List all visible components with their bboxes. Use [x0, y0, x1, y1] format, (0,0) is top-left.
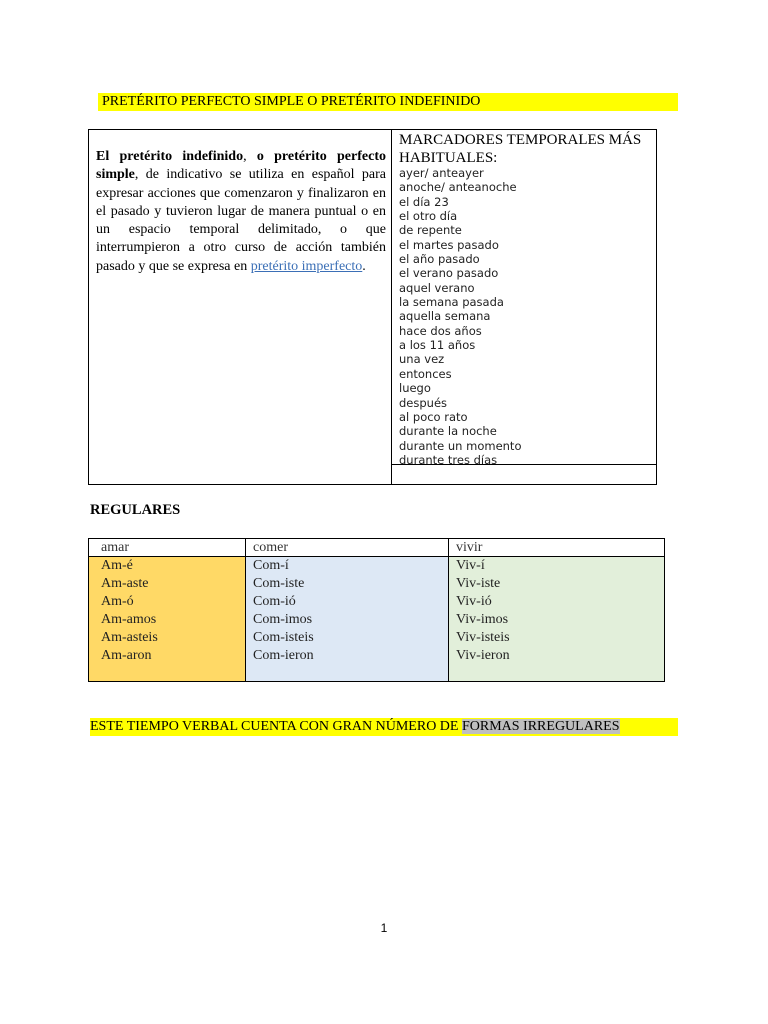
- conjugation-form: Viv-imos: [456, 612, 509, 627]
- conjugation-form: Am-aste: [101, 576, 149, 591]
- conjugation-form: Com-isteis: [253, 630, 314, 645]
- definition-body: , de indicativo se utiliza en español para expresar acciones que comenzaron y finalizaron en el pasado y tuvieron lugar de manera puntual o en un espacio temporal delimitado, o que interrumpieron a otro curso de acción también pasado y que se expresa en: [96, 167, 386, 274]
- conjugation-table: [88, 538, 665, 682]
- regulares-heading: REGULARES: [90, 502, 181, 518]
- markers-heading: MARCADORES TEMPORALES MÁS HABITUALES:: [399, 132, 642, 166]
- marker-item: el martes pasado: [399, 237, 499, 252]
- marker-item: el día 23: [399, 194, 449, 209]
- conjugation-form: Viv-í: [456, 558, 485, 573]
- definition-table: [88, 129, 657, 485]
- markers-list: [399, 166, 521, 467]
- conjugation-form: Am-ó: [101, 594, 134, 609]
- page-number: 1: [380, 921, 388, 935]
- marker-item: el año pasado: [399, 252, 480, 267]
- conjugation-form: Viv-ió: [456, 594, 492, 609]
- column-header-comer: comer: [246, 539, 448, 557]
- marker-item: al poco rato: [399, 409, 468, 424]
- marker-item: entonces: [399, 366, 452, 381]
- marker-item: una vez: [399, 352, 445, 367]
- marker-item: el verano pasado: [399, 266, 499, 281]
- column-header-amar: amar: [89, 539, 245, 557]
- marker-item: de repente: [399, 223, 462, 238]
- vivir-column: [449, 539, 664, 681]
- definition-cell: [89, 130, 392, 484]
- conjugation-form: Com-í: [253, 558, 289, 573]
- marker-item: aquella semana: [399, 309, 491, 324]
- conjugation-form: Am-é: [101, 558, 133, 573]
- marker-item: luego: [399, 381, 431, 396]
- marker-item: hace dos años: [399, 323, 482, 338]
- marker-item: a los 11 años: [399, 338, 476, 353]
- comer-forms: [246, 557, 448, 681]
- conjugation-form: Am-aron: [101, 648, 152, 663]
- column-header-vivir: vivir: [449, 539, 664, 557]
- marker-item: anoche/ anteanoche: [399, 180, 517, 195]
- note-text: ESTE TIEMPO VERBAL CUENTA CON GRAN NÚMERO DE: [90, 719, 462, 734]
- definition-separator: ,: [243, 149, 257, 164]
- conjugation-form: Com-ió: [253, 594, 296, 609]
- amar-forms: [89, 557, 245, 681]
- marker-item: el otro día: [399, 209, 458, 224]
- conjugation-form: Viv-iste: [456, 576, 501, 591]
- vivir-forms: [449, 557, 664, 681]
- term-perfecto-simple: o pretérito perfecto simple: [96, 149, 386, 183]
- term-indefinido: El pretérito indefinido: [96, 149, 244, 164]
- markers-cell: [392, 130, 656, 465]
- page-title: PRETÉRITO PERFECTO SIMPLE O PRETÉRITO INDEFINIDO: [98, 93, 678, 111]
- conjugation-form: Com-ieron: [253, 648, 314, 663]
- marker-item: durante un momento: [399, 438, 522, 453]
- conjugation-form: Com-imos: [253, 612, 313, 627]
- amar-column: [89, 539, 246, 681]
- note-highlight: FORMAS IRREGULARES: [461, 719, 620, 734]
- conjugation-form: Viv-isteis: [456, 630, 510, 645]
- conjugation-form: Am-amos: [101, 612, 157, 627]
- comer-column: [246, 539, 449, 681]
- marker-item: la semana pasada: [399, 295, 504, 310]
- marker-item: ayer/ anteayer: [399, 166, 484, 180]
- definition-text: [96, 148, 386, 276]
- conjugation-form: Com-iste: [253, 576, 305, 591]
- irregular-forms-note: [90, 718, 678, 736]
- marker-item: durante tres días: [399, 452, 498, 467]
- marker-item: durante la noche: [399, 424, 497, 439]
- definition-end: .: [362, 258, 366, 274]
- marker-item: aquel verano: [399, 280, 475, 295]
- preterito-imperfecto-link[interactable]: pretérito imperfecto: [250, 258, 363, 274]
- conjugation-form: Am-asteis: [101, 630, 158, 645]
- marker-item: después: [399, 395, 448, 410]
- conjugation-form: Viv-ieron: [456, 648, 510, 663]
